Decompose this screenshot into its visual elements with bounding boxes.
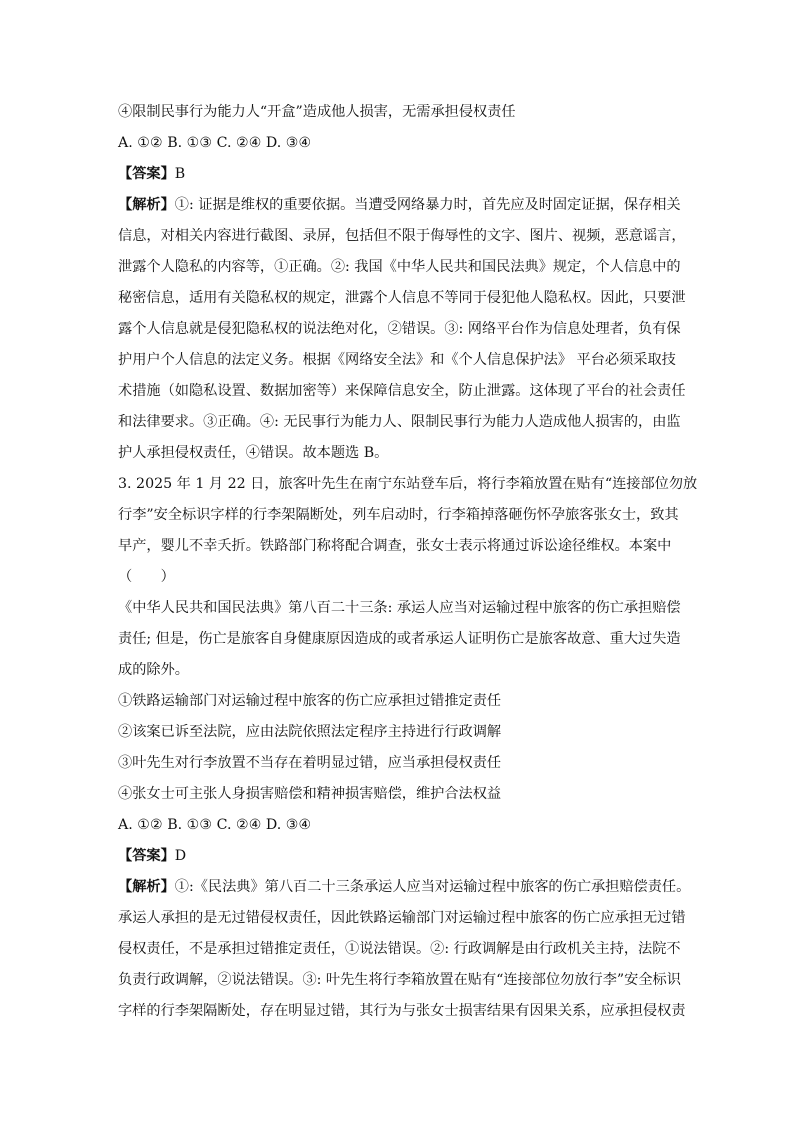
analysis-text: ①:《民法典》第八百二十三条承运人应当对运输过程中旅客的伤亡承担赔偿责任。 xyxy=(174,879,691,895)
analysis-text: ①: 证据是维权的重要依据。当遭受网络暴力时，首先应及时固定证据，保存相关 xyxy=(174,197,681,213)
analysis-label: 【解析】 xyxy=(118,197,175,213)
q3-analysis-line-2: 承运人承担的是无过错侵权责任，因此铁路运输部门对运输过程中旅客的伤亡应承担无过错 xyxy=(118,910,686,926)
q2-analysis-line-6: 护用户个人信息的法定义务。根据《网络安全法》和《个人信息保护法》 平台必须采取技 xyxy=(118,352,676,368)
q3-analysis-line-5: 字样的行李架隔断处，存在明显过错，其行为与张女士损害结果有因果关系，应承担侵权责 xyxy=(118,1003,686,1019)
q3-choices: A. ①② B. ①③ C. ②④ D. ③④ xyxy=(118,817,312,833)
answer-value: D xyxy=(174,848,187,864)
q3-stem-line-2: 行李”安全标识字样的行李架隔断处，列车启动时，行李箱掉落砸伤怀孕旅客张女士，致其 xyxy=(118,507,679,523)
q2-analysis-line-2: 信息，对相关内容进行截图、录屏，包括但不限于侮辱性的文字、图片、视频，恶意谣言， xyxy=(118,228,686,244)
q2-option-4: ④限制民事行为能力人“开盒”造成他人损害，无需承担侵权责任 xyxy=(118,104,516,120)
q3-analysis-line-1 xyxy=(118,872,691,903)
answer-label: 【答案】 xyxy=(118,166,175,182)
q2-analysis-line-3: 泄露个人隐私的内容等，①正确。②: 我国《中华人民共和国民法典》规定，个人信息中的 xyxy=(118,259,681,275)
answer-label: 【答案】 xyxy=(118,848,175,864)
q3-answer xyxy=(118,841,680,872)
q2-analysis-line-4: 秘密信息，适用有关隐私权的规定，泄露个人信息不等同于侵犯他人隐私权。因此，只要泄 xyxy=(118,290,686,306)
q3-option-2: ②该案已诉至法院，应由法院依照法定程序主持进行行政调解 xyxy=(118,724,502,740)
q3-option-3: ③叶先生对行李放置不当存在着明显过错，应当承担侵权责任 xyxy=(118,755,502,771)
q2-answer xyxy=(118,159,680,190)
document-page xyxy=(118,97,698,1027)
q2-analysis-line-9: 护人承担侵权责任，④错误。故本题选 B。 xyxy=(118,445,389,461)
q3-option-1: ①铁路运输部门对运输过程中旅客的伤亡应承担过错推定责任 xyxy=(118,693,502,709)
q3-law-line-2: 责任; 但是，伤亡是旅客自身健康原因造成的或者承运人证明伤亡是旅客故意、重大过失造 xyxy=(118,631,681,647)
q3-blank-bracket: （ ） xyxy=(118,569,175,585)
q3-stem-line-3: 早产，婴儿不幸夭折。铁路部门称将配合调查，张女士表示将通过诉讼途径维权。本案中 xyxy=(118,538,672,554)
analysis-label: 【解析】 xyxy=(118,879,175,895)
q2-choices: A. ①② B. ①③ C. ②④ D. ③④ xyxy=(118,135,312,151)
q2-analysis-line-1 xyxy=(118,190,680,221)
q3-law-line-3: 成的除外。 xyxy=(118,662,189,678)
q3-stem-line-1: 3. 2025 年 1 月 22 日，旅客叶先生在南宁东站登车后，将行李箱放置在贴有“连接部位勿放 xyxy=(118,476,698,492)
q2-analysis-line-7: 术措施（如隐私设置、数据加密等）来保障信息安全，防止泄露。这体现了平台的社会责任 xyxy=(118,383,686,399)
q3-law-line-1: 《中华人民共和国民法典》第八百二十三条: 承运人应当对运输过程中旅客的伤亡承担赔偿 xyxy=(118,600,681,616)
q3-option-4: ④张女士可主张人身损害赔偿和精神损害赔偿，维护合法权益 xyxy=(118,786,502,802)
answer-value: B xyxy=(174,166,186,182)
q3-analysis-line-3: 侵权责任，不是承担过错推定责任，①说法错误。②: 行政调解是由行政机关主持，法院不 xyxy=(118,941,681,957)
q2-analysis-line-8: 和法律要求。③正确。④: 无民事行为能力人、限制民事行为能力人造成他人损害的，由监 xyxy=(118,414,681,430)
q2-analysis-line-5: 露个人信息就是侵犯隐私权的说法绝对化，②错误。③: 网络平台作为信息处理者，负有保 xyxy=(118,321,681,337)
q3-analysis-line-4: 负责行政调解，②说法错误。③: 叶先生将行李箱放置在贴有“连接部位勿放行李”安全标识 xyxy=(118,972,681,988)
